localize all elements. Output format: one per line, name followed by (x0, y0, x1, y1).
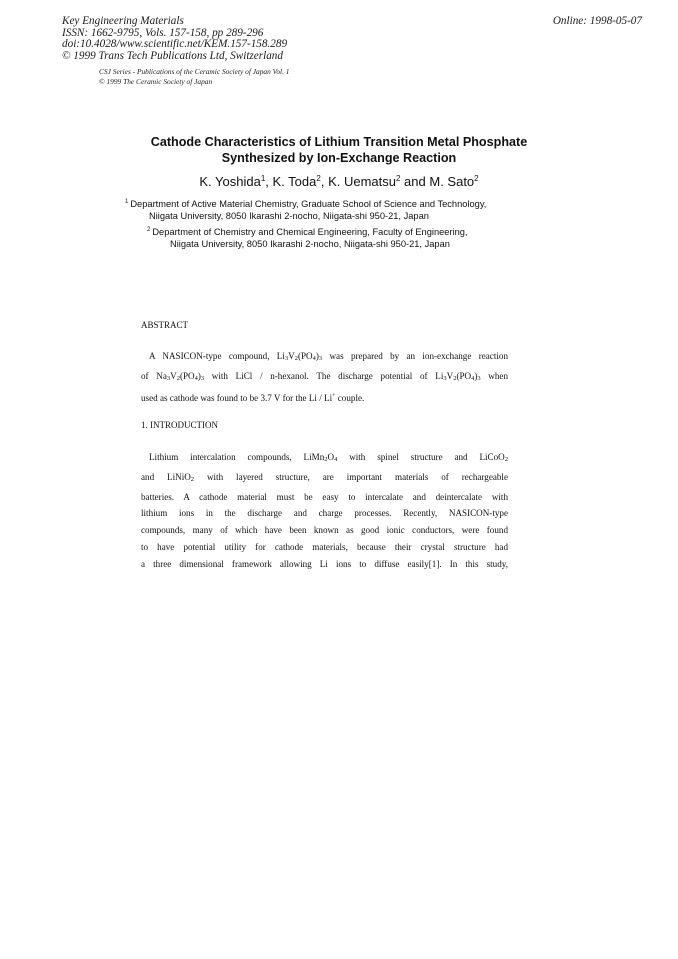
abstract-heading: ABSTRACT (141, 320, 189, 330)
doi-line: doi:10.4028/www.scientific.net/KEM.157-158.289 (62, 38, 288, 51)
affiliation-mark: 2 (147, 227, 151, 233)
csj-series-block (99, 67, 289, 86)
text-line: and LiNiO$_2$ with layered structure, are important materials of rechargeable (141, 471, 508, 483)
affiliation-mark: 2 (395, 174, 401, 183)
affiliation-line: Department of Chemistry and Chemical Engineering, Faculty of Engineering, (152, 227, 468, 237)
journal-name: Key Engineering Materials (62, 15, 184, 27)
introduction-paragraph (141, 449, 508, 573)
text-line: batteries. A cathode material must be easy to intercalate and deintercalate with (141, 491, 508, 502)
text-line: to have potential utility for cathode materials, because their crystal structure had (141, 541, 508, 552)
title-line-1: Cathode Characteristics of Lithium Transition Metal Phosphate (150, 135, 528, 149)
affiliation-2 (147, 224, 468, 251)
affiliation-line: Department of Active Material Chemistry, Graduate School of Science and Technology, (130, 199, 487, 209)
csj-copyright-line: © 1999 The Ceramic Society of Japan (99, 76, 213, 86)
text-line: A NASICON-type compound, $Li_3V_2(PO_4)_3$ was prepared by an ion-exchange reaction (149, 351, 508, 362)
paper-title (0, 135, 678, 166)
text-line: used as cathode was found to be 3.7 V for the Li / Li+ couple. (141, 392, 365, 403)
text-line: Lithium intercalation compounds, $LiMn_2O_4$ with spinel structure and LiCoO$_2$ (149, 452, 508, 463)
text-line: a three dimensional framework allowing Li ions to diffuse easily[1]. In this study, (141, 558, 508, 569)
online-date: Online: 1998-05-07 (552, 15, 642, 27)
author-name: M. Sato (429, 174, 475, 189)
author-separator: and (400, 174, 430, 189)
affiliation-mark: 1 (125, 199, 129, 205)
title-line-2: Synthesized by Ion-Exchange Reaction (221, 150, 457, 165)
copyright-line: © 1999 Trans Tech Publications Ltd, Switzerland (62, 49, 283, 62)
affiliation-mark: 2 (474, 174, 479, 183)
author-list (0, 174, 678, 189)
text-line: lithium ions in the discharge and charge processes. Recently, NASICON-type (141, 508, 508, 519)
abstract-paragraph (141, 348, 508, 406)
journal-header (62, 16, 287, 62)
author-name: K. Toda (272, 174, 317, 189)
affiliation-line: Niigata University, 8050 Ikarashi 2-nocho, Niigata-shi 950-21, Japan (149, 211, 429, 222)
author-name: K. Uematsu (328, 174, 396, 189)
issn-line: ISSN: 1662-9795, Vols. 157-158, pp 289-296 (62, 26, 264, 39)
affiliation-mark: 2 (316, 174, 321, 183)
affiliation-mark: 1 (260, 174, 266, 183)
csj-series-line: CSJ Series - Publications of the Ceramic Society of Japan Vol. 1 (99, 67, 290, 76)
author-separator: , (265, 174, 273, 189)
affiliation-line: Niigata University, 8050 Ikarashi 2-nocho, Niigata-shi 950-21, Japan (170, 239, 450, 250)
text-line: compounds, many of which have been known as good ionic conductors, were found (141, 525, 508, 536)
introduction-heading: 1. INTRODUCTION (141, 420, 218, 430)
author-separator: , (320, 174, 329, 189)
affiliation-1 (125, 196, 486, 223)
text-line: of $Na_3V_2(PO_4)_3$ with LiCl / n-hexanol. The discharge potential of $Li_3V_2(PO_4)_3$ when (141, 370, 508, 382)
author-name: K. Yoshida (199, 174, 261, 189)
